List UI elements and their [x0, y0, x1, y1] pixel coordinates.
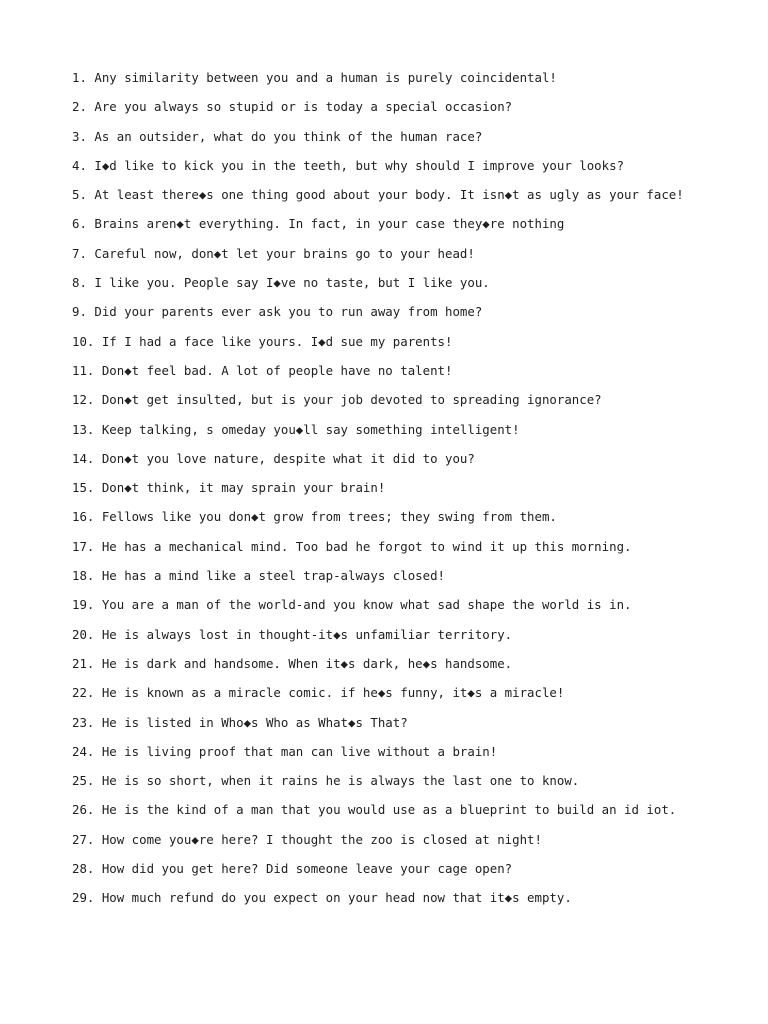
list-item: 6. Brains aren◆t everything. In fact, in your case they◆re nothing	[72, 216, 565, 232]
insult-list	[72, 67, 752, 917]
list-item: 15. Don◆t think, it may sprain your brain!	[72, 480, 386, 496]
list-item: 9. Did your parents ever ask you to run away from home?	[72, 304, 483, 320]
list-item: 29. How much refund do you expect on your head now that it◆s empty.	[72, 890, 572, 906]
list-item: 25. He is so short, when it rains he is always the last one to know.	[72, 773, 580, 789]
list-item: 12. Don◆t get insulted, but is your job devoted to spreading ignorance?	[72, 392, 602, 408]
list-item: 16. Fellows like you don◆t grow from trees; they swing from them.	[72, 509, 557, 525]
list-item: 2. Are you always so stupid or is today a special occasion?	[72, 99, 513, 115]
list-item: 24. He is living proof that man can live without a brain!	[72, 743, 498, 759]
list-item: 19. You are a man of the world-and you know what sad shape the world is in.	[72, 597, 632, 613]
list-item: 13. Keep talking, s omeday you◆ll say something intelligent!	[72, 421, 520, 437]
list-item: 14. Don◆t you love nature, despite what it did to you?	[72, 450, 475, 466]
list-item: 17. He has a mechanical mind. Too bad he forgot to wind it up this morning.	[72, 538, 632, 554]
list-item: 8. I like you. People say I◆ve no taste, but I like you.	[72, 275, 490, 291]
list-item: 23. He is listed in Who◆s Who as What◆s That?	[72, 714, 408, 730]
list-item: 3. As an outsider, what do you think of the human race?	[72, 128, 483, 144]
list-item: 28. How did you get here? Did someone leave your cage open?	[72, 861, 513, 877]
list-item: 11. Don◆t feel bad. A lot of people have no talent!	[72, 362, 453, 378]
list-item: 7. Careful now, don◆t let your brains go to your head!	[72, 245, 475, 261]
list-item: 26. He is the kind of a man that you would use as a blueprint to build an id iot.	[72, 802, 677, 818]
list-item: 10. If I had a face like yours. I◆d sue my parents!	[72, 333, 453, 349]
list-item: 4. I◆d like to kick you in the teeth, but why should I improve your looks?	[72, 157, 625, 173]
list-item: 21. He is dark and handsome. When it◆s dark, he◆s handsome.	[72, 655, 513, 671]
list-item: 1. Any similarity between you and a human is purely coincidental!	[72, 70, 557, 85]
list-item: 5. At least there◆s one thing good about your body. It isn◆t as ugly as your face!	[72, 187, 684, 203]
list-item: 20. He is always lost in thought-it◆s unfamiliar territory.	[72, 626, 513, 642]
list-item: 22. He is known as a miracle comic. if he◆s funny, it◆s a miracle!	[72, 685, 565, 701]
list-item: 27. How come you◆re here? I thought the zoo is closed at night!	[72, 831, 542, 847]
list-item: 18. He has a mind like a steel trap-always closed!	[72, 568, 445, 584]
